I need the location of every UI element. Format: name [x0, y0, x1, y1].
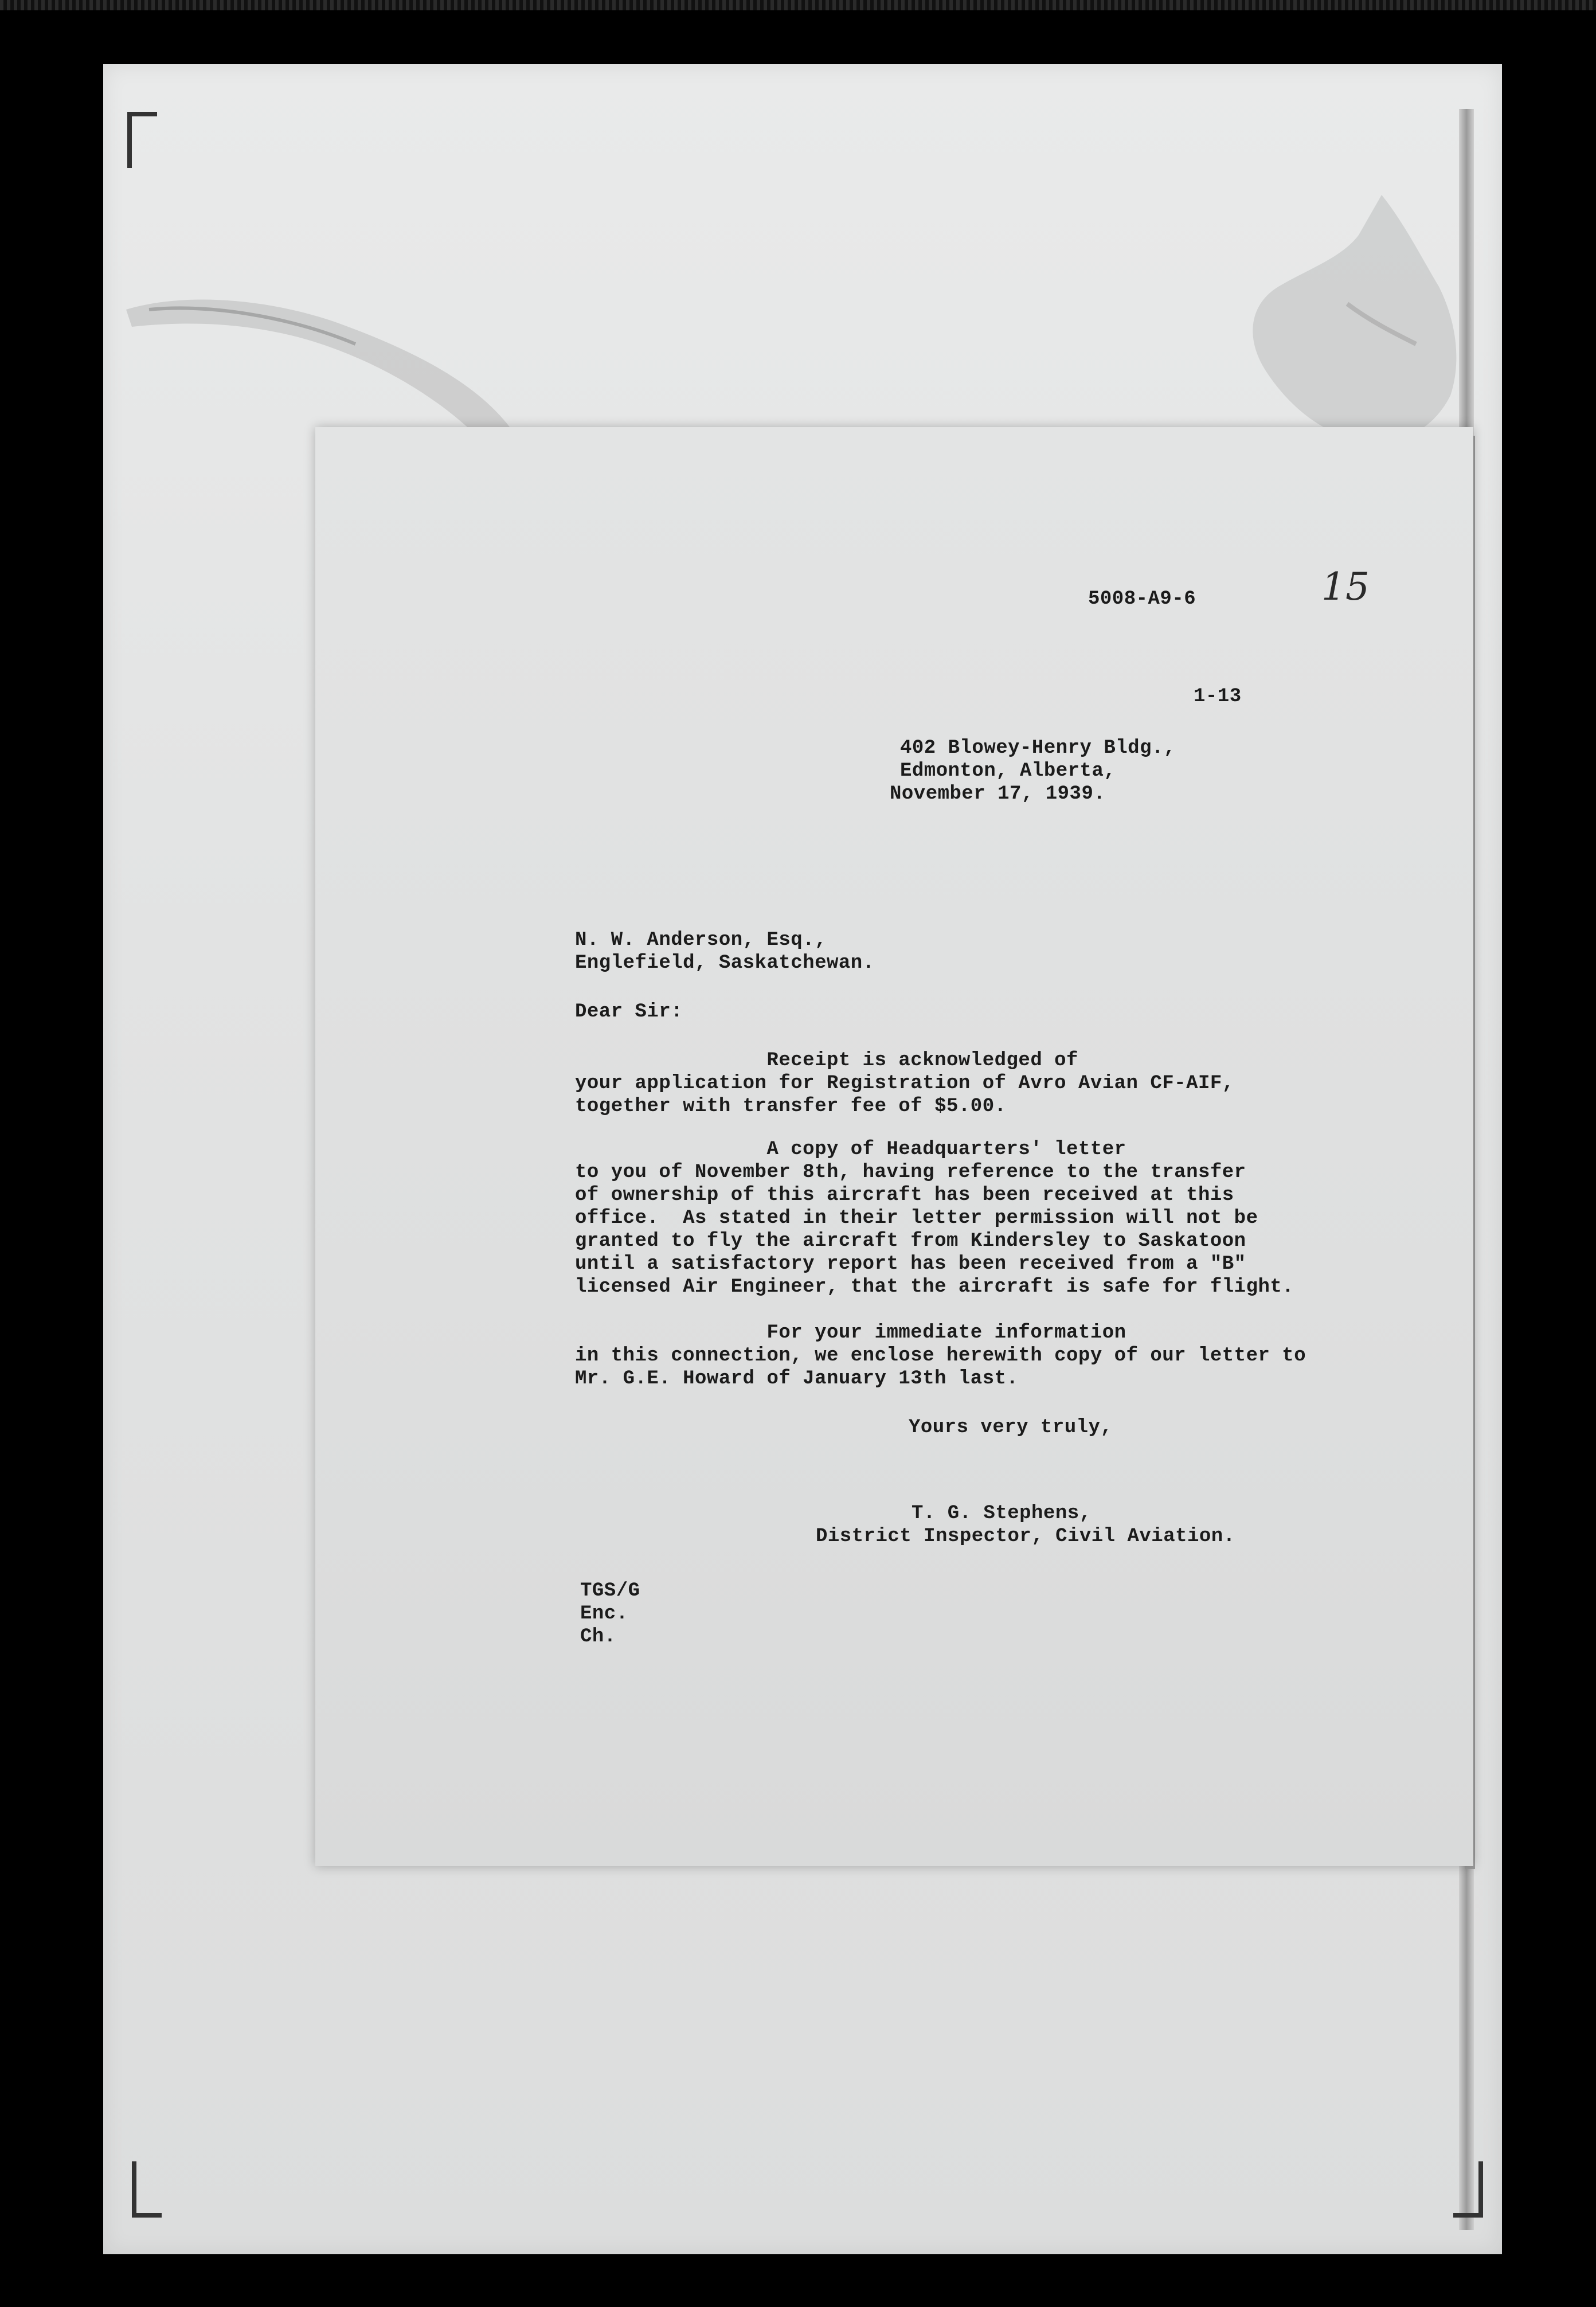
paragraph-2-line-6: until a satisfactory report has been received from a "B" [575, 1253, 1246, 1275]
paragraph-2-line-5: granted to fly the aircraft from Kindersley to Saskatoon [575, 1230, 1246, 1252]
page-ref: 1-13 [1194, 686, 1242, 707]
paragraph-1-line-1: Receipt is acknowledged of [575, 1050, 1078, 1072]
handwritten-mark: 15 [1321, 565, 1370, 609]
recipient-location: Englefield, Saskatchewan. [575, 952, 875, 974]
signatory-title: District Inspector, Civil Aviation. [816, 1526, 1235, 1547]
file-number: 5008-A9-6 [1088, 588, 1196, 610]
reference-initials: TGS/G [580, 1580, 640, 1602]
crop-mark-bottom-right [1453, 2161, 1483, 2218]
crop-mark-bottom-left [132, 2161, 162, 2218]
paragraph-2-line-3: of ownership of this aircraft has been received at this [575, 1184, 1234, 1206]
recipient-name: N. W. Anderson, Esq., [575, 929, 827, 951]
paragraph-3-line-2: in this connection, we enclose herewith copy of our letter to [575, 1345, 1306, 1367]
salutation: Dear Sir: [575, 1001, 683, 1023]
paragraph-3-line-3: Mr. G.E. Howard of January 13th last. [575, 1368, 1019, 1390]
paragraph-2-line-2: to you of November 8th, having reference to the transfer [575, 1162, 1246, 1183]
paragraph-1-line-3: together with transfer fee of $5.00. [575, 1096, 1007, 1117]
paragraph-2-line-7: licensed Air Engineer, that the aircraft is safe for flight. [575, 1276, 1294, 1298]
closing: Yours very truly, [909, 1417, 1113, 1438]
film-edge [0, 0, 1596, 10]
sender-date: November 17, 1939. [890, 783, 1106, 805]
paragraph-2-line-4: office. As stated in their letter permission will not be [575, 1207, 1258, 1229]
crop-mark-top-left [127, 112, 157, 168]
paragraph-1-line-2: your application for Registration of Avro Avian CF-AIF, [575, 1073, 1234, 1094]
paragraph-3-line-1: For your immediate information [575, 1322, 1126, 1344]
copy-note: Ch. [580, 1626, 616, 1648]
paragraph-2-line-1: A copy of Headquarters' letter [575, 1139, 1126, 1160]
signatory-name: T. G. Stephens, [912, 1503, 1092, 1524]
sender-address-line-1: 402 Blowey-Henry Bldg., [900, 737, 1176, 759]
sender-address-line-2: Edmonton, Alberta, [900, 760, 1116, 782]
enclosure-note: Enc. [580, 1603, 628, 1625]
